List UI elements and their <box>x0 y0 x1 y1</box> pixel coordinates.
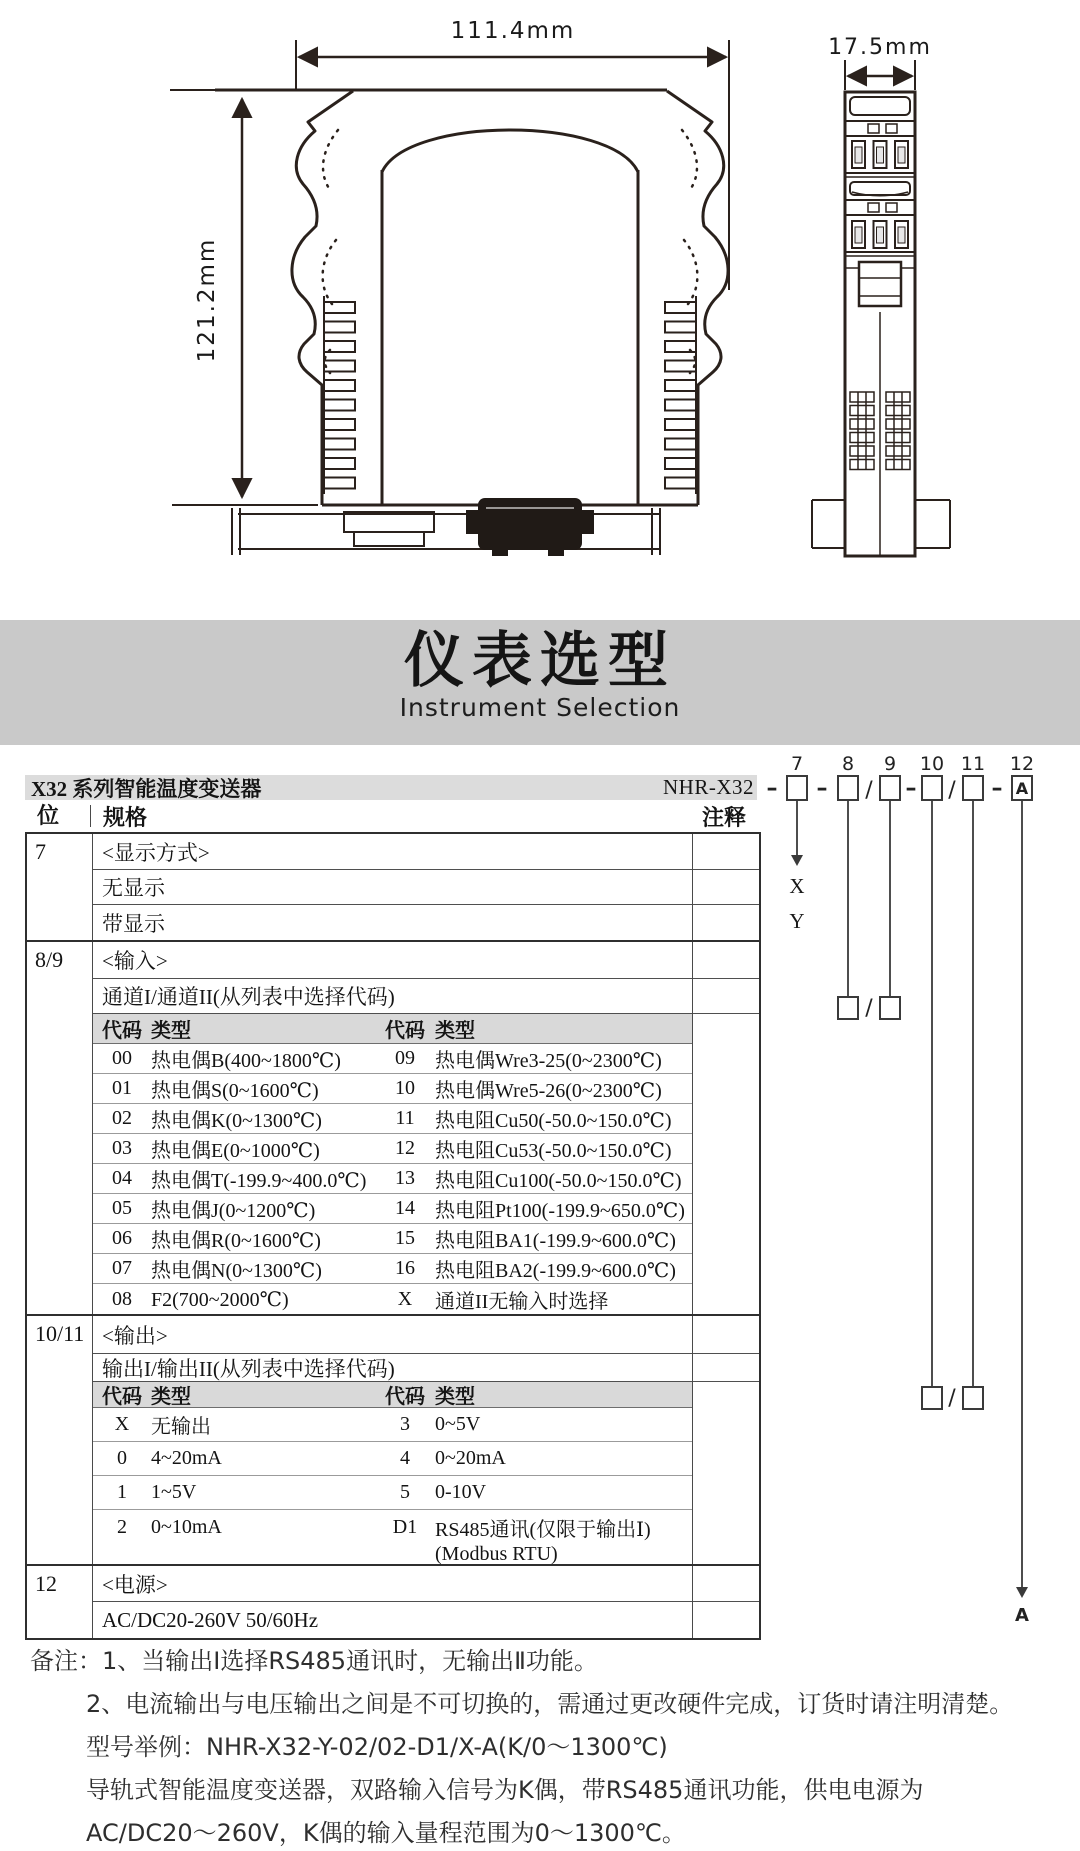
col-header-spec: 规格 <box>103 804 148 830</box>
spec-row <box>93 870 759 905</box>
spec-row <box>93 905 759 940</box>
spec-row <box>93 1602 759 1638</box>
type-cell: 热电阻Cu100(-50.0~150.0℃) <box>435 1170 682 1192</box>
type-cell: 热电偶B(400~1800℃) <box>151 1050 341 1072</box>
note-line-3 <box>86 1727 668 1762</box>
code-table-header <box>93 1382 693 1408</box>
digit-label-9: 9 <box>883 753 897 775</box>
output-pair-box-1 <box>922 1387 942 1409</box>
code-box-8 <box>838 776 858 800</box>
input-code-row <box>93 1254 693 1284</box>
note-text: 2、电流输出与电压输出之间是不可切换的，需通过更改硬件完成，订货时请注明清楚。 <box>86 1690 1014 1718</box>
pos-cell: 7 <box>27 834 93 940</box>
side-view-drawing <box>812 92 950 556</box>
spec-text: <输入> <box>102 949 168 973</box>
note-line-1 <box>30 1641 598 1676</box>
spec-text: 无显示 <box>102 876 165 900</box>
type-cell: F2(700~2000℃) <box>151 1288 289 1311</box>
type-cell: 热电阻Cu50(-50.0~150.0℃) <box>435 1110 672 1132</box>
type-cell: 0-10V <box>435 1481 487 1503</box>
pos-cell: 8/9 <box>27 942 93 1314</box>
front-width-label: 111.4mm <box>450 18 576 44</box>
code-header: 代码 <box>385 1020 425 1042</box>
digit-label-8: 8 <box>841 753 855 775</box>
code-cell: 1 <box>117 1481 127 1503</box>
spec-row <box>93 834 759 870</box>
type-cell: 0~20mA <box>435 1447 506 1469</box>
pos-cell: 10/11 <box>27 1316 93 1564</box>
code-cell: 4 <box>400 1447 410 1469</box>
spec-text: <电源> <box>102 1572 168 1597</box>
series-title: X32 系列智能温度变送器 <box>31 776 262 801</box>
type-cell: 热电偶Wre3-25(0~2300℃) <box>435 1050 662 1072</box>
code-cell: 0 <box>117 1447 127 1469</box>
code-box-9 <box>880 776 900 800</box>
code-table-header <box>93 1014 693 1044</box>
code-cell: 16 <box>395 1257 415 1279</box>
type-cell: 无输出 <box>151 1416 211 1438</box>
section-input <box>27 940 759 1314</box>
code-cell: 08 <box>112 1287 132 1310</box>
banner-title-zh: 仪表选型 <box>404 626 676 696</box>
side-width-label: 17.5mm <box>828 35 932 60</box>
note-line-4 <box>86 1770 923 1805</box>
spec-row <box>93 1316 759 1354</box>
display-code-x: X <box>789 874 805 898</box>
code-cell: 5 <box>400 1481 410 1503</box>
code-box-7 <box>787 776 807 800</box>
type-cell: 0~10mA <box>151 1515 222 1538</box>
code-cell: 07 <box>112 1257 132 1279</box>
input-code-row <box>93 1074 693 1104</box>
input-code-row <box>93 1194 693 1224</box>
code-box-10 <box>922 776 942 800</box>
code-cell: 2 <box>117 1515 127 1538</box>
code-box-12 <box>1012 776 1032 800</box>
pos-cell: 12 <box>27 1566 93 1638</box>
input-code-row <box>93 1164 693 1194</box>
code-separator-slash: / <box>865 778 873 803</box>
spec-text: AC/DC20-260V 50/60Hz <box>102 1607 319 1632</box>
section-power <box>27 1564 759 1638</box>
col-header-note: 注释 <box>701 804 746 830</box>
front-height-label: 121.2mm <box>194 237 220 363</box>
digit-label-12: 12 <box>1009 753 1035 775</box>
output-pair-box-2 <box>963 1387 983 1409</box>
code-cell: D1 <box>392 1515 418 1538</box>
input-pair-box-2 <box>880 997 900 1019</box>
type-cell: 热电偶T(-199.9~400.0℃) <box>151 1170 367 1192</box>
spec-text: <输出> <box>102 1323 168 1348</box>
notes-label: 备注： <box>30 1647 102 1675</box>
selection-table <box>25 832 761 1640</box>
output-code-row <box>93 1408 693 1442</box>
code-separator-dash: – <box>991 776 1003 801</box>
side-width-dimension <box>828 35 932 90</box>
type-cell: 热电阻Cu53(-50.0~150.0℃) <box>435 1140 672 1162</box>
type-cell: (Modbus RTU) <box>435 1542 558 1565</box>
code-cell: 3 <box>400 1413 410 1435</box>
front-width-dimension <box>296 18 729 290</box>
digit-label-10: 10 <box>919 753 945 775</box>
code-cell: 03 <box>112 1137 132 1159</box>
spec-row <box>93 942 759 979</box>
note-text: AC/DC20～260V，K偶的输入量程范围为0～1300℃。 <box>86 1819 686 1847</box>
code-cell: 15 <box>395 1227 415 1249</box>
spec-row <box>93 979 759 1014</box>
digit-label-11: 11 <box>960 753 986 775</box>
type-cell: 热电偶Wre5-26(0~2300℃) <box>435 1080 662 1102</box>
power-code-label: A <box>1015 1605 1029 1626</box>
type-cell: 4~20mA <box>151 1447 222 1469</box>
connector-block <box>466 498 594 556</box>
code-cell: 10 <box>395 1077 415 1099</box>
output-code-row <box>93 1476 693 1510</box>
code-cell: 01 <box>112 1077 132 1099</box>
spec-text: 带显示 <box>102 911 165 936</box>
code-cell: 00 <box>112 1047 132 1069</box>
type-cell: 热电偶S(0~1600℃) <box>151 1080 319 1102</box>
type-header: 类型 <box>435 1020 475 1042</box>
code-separator-dash: – <box>816 776 828 801</box>
code-separator-dash: – <box>905 776 917 801</box>
leader-arrow-display <box>791 855 803 866</box>
code-cell: 09 <box>395 1047 415 1069</box>
type-header: 类型 <box>151 1386 191 1408</box>
note-line-2 <box>86 1684 1013 1719</box>
input-code-row <box>93 1284 693 1314</box>
spec-row <box>93 1566 759 1602</box>
spec-text: 通道I/通道II(从列表中选择代码) <box>102 985 395 1009</box>
code-header: 代码 <box>102 1386 142 1408</box>
model-prefix: NHR-X32 <box>663 775 754 799</box>
col-header-pos: 位 <box>25 805 91 827</box>
type-cell: 热电偶N(0~1300℃) <box>151 1260 322 1282</box>
code-cell: 13 <box>395 1167 415 1189</box>
section-output <box>27 1314 759 1564</box>
type-cell: 热电偶E(0~1000℃) <box>151 1140 320 1162</box>
code-box-12-value: A <box>1015 779 1029 798</box>
output-code-row <box>93 1510 693 1544</box>
type-cell: 热电阻Pt100(-199.9~650.0℃) <box>435 1200 685 1222</box>
code-separator-dash: – <box>766 776 778 801</box>
dimension-drawings <box>0 0 1080 610</box>
code-box-11 <box>963 776 983 800</box>
input-code-row <box>93 1134 693 1164</box>
leader-arrow-power <box>1016 1587 1028 1598</box>
digit-label-7: 7 <box>790 753 804 775</box>
spec-text: 输出I/输出II(从列表中选择代码) <box>102 1356 395 1381</box>
output-code-row <box>93 1442 693 1476</box>
type-cell: 通道II无输入时选择 <box>435 1290 609 1313</box>
note-text: 1、当输出Ⅰ选择RS485通讯时，无输出Ⅱ功能。 <box>102 1647 598 1675</box>
input-pair-box-1 <box>838 997 858 1019</box>
type-header: 类型 <box>151 1020 191 1042</box>
section-display <box>27 834 759 940</box>
code-cell: 05 <box>112 1197 132 1219</box>
section-banner <box>0 620 1080 745</box>
type-cell: 热电偶J(0~1200℃) <box>151 1200 316 1222</box>
type-cell: 热电偶K(0~1300℃) <box>151 1110 322 1132</box>
leader-lines <box>797 800 1022 1588</box>
code-cell: 11 <box>395 1107 415 1129</box>
input-code-row <box>93 1224 693 1254</box>
note-text: 型号举例：NHR-X32-Y-02/02-D1/X-A(K/0～1300℃) <box>86 1733 668 1761</box>
code-cell: 02 <box>112 1107 132 1129</box>
input-code-row <box>93 1104 693 1134</box>
code-cell: 14 <box>395 1197 415 1219</box>
pair-separator-slash: / <box>948 1386 956 1411</box>
code-separator-slash: / <box>948 778 956 803</box>
type-cell: 1~5V <box>151 1481 197 1503</box>
note-line-5 <box>86 1813 686 1848</box>
code-cell: 04 <box>112 1167 132 1189</box>
type-cell: RS485通讯(仅限于输出Ⅰ) <box>435 1518 651 1541</box>
code-cell: X <box>397 1287 413 1310</box>
code-header: 代码 <box>385 1386 425 1408</box>
pair-separator-slash: / <box>865 996 873 1021</box>
output-code-row-modbus <box>93 1544 693 1564</box>
note-text: 导轨式智能温度变送器，双路输入信号为K偶，带RS485通讯功能，供电电源为 <box>86 1776 924 1804</box>
table-header-row <box>25 800 757 832</box>
type-header: 类型 <box>435 1386 475 1408</box>
type-cell: 热电偶R(0~1600℃) <box>151 1230 321 1252</box>
type-cell: 热电阻BA2(-199.9~600.0℃) <box>435 1260 676 1282</box>
type-cell: 0~5V <box>435 1413 481 1435</box>
spec-row <box>93 1354 759 1382</box>
code-cell: 12 <box>395 1137 415 1159</box>
type-cell: 热电阻BA1(-199.9~600.0℃) <box>435 1230 676 1252</box>
front-view-drawing <box>170 90 728 556</box>
code-header: 代码 <box>102 1020 142 1042</box>
code-cell: 06 <box>112 1227 132 1249</box>
banner-title-en: Instrument Selection <box>399 693 681 722</box>
code-cell: X <box>114 1413 130 1435</box>
display-code-y: Y <box>789 909 805 933</box>
input-code-row <box>93 1044 693 1074</box>
series-title-row <box>25 775 757 800</box>
spec-text: <显示方式> <box>102 840 210 865</box>
